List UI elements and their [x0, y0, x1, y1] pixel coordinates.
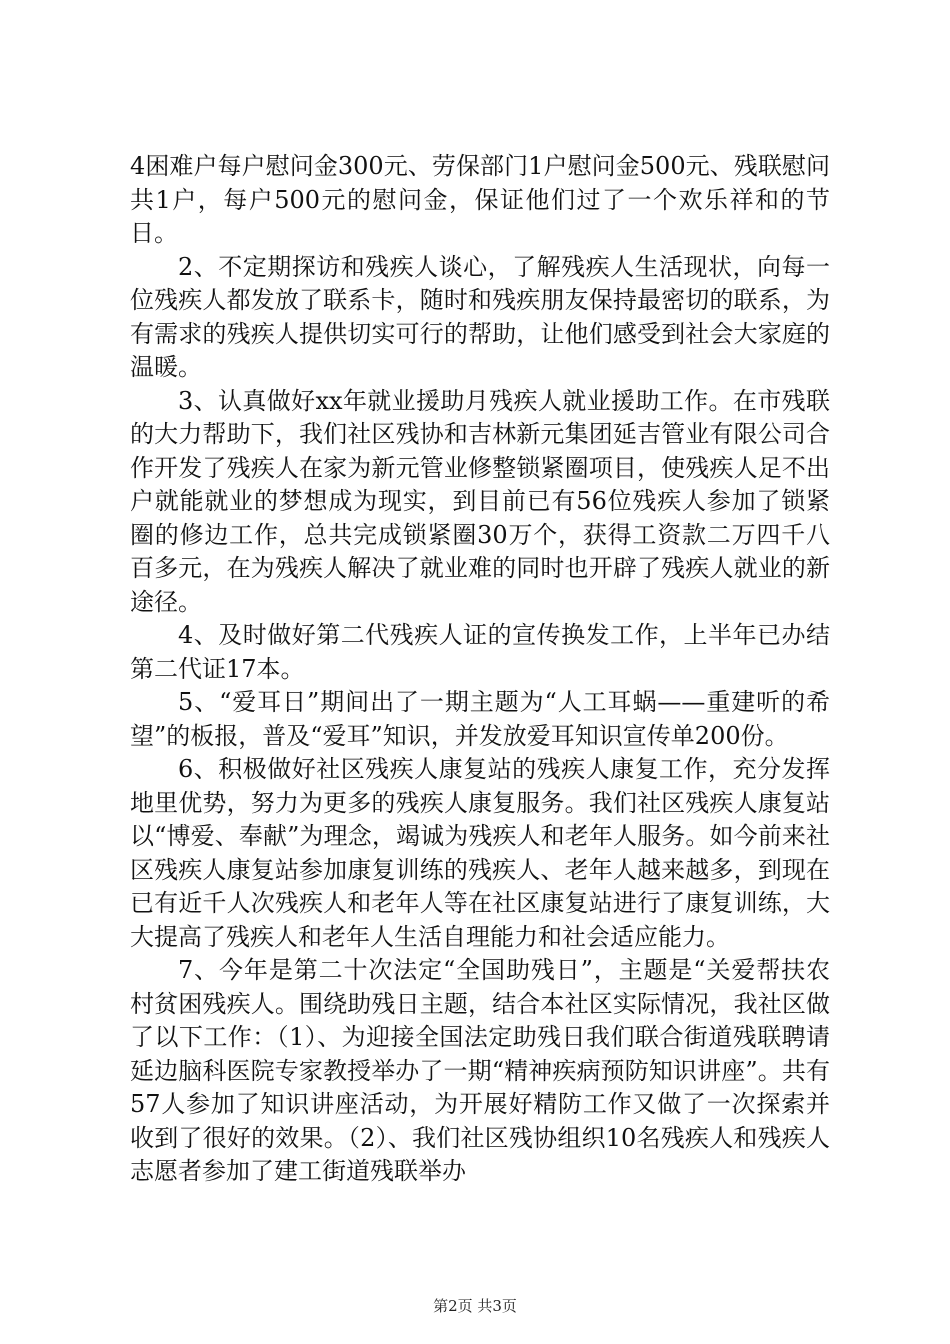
paragraph-6: 6、积极做好社区残疾人康复站的残疾人康复工作，充分发挥地里优势，努力为更多的残疾人康复服务。我们社区残疾人康复站以“博爱、奉献”为理念，竭诚为残疾人和老年人服务。如今前来社区残疾人康复站参加康复训练的残疾人、老年人越来越多，到现在已有近千人次残疾人和老年人等在社区康复站进行了康复训练，大大提高了残疾人和老年人生活自理能力和社会适应能力。	[130, 755, 830, 951]
document-body	[130, 150, 830, 1189]
paragraph-3: 3、认真做好xx年就业援助月残疾人就业援助工作。在市残联的大力帮助下，我们社区残协和吉林新元集团延吉管业有限公司合作开发了残疾人在家为新元管业修整锁紧圈项目，使残疾人足不出户就能就业的梦想成为现实，到目前已有56位残疾人参加了锁紧圈的修边工作，总共完成锁紧圈30万个，获得工资款二万四千八百多元，在为残疾人解决了就业难的同时也开辟了残疾人就业的新途径。	[130, 386, 830, 616]
paragraph-4: 4、及时做好第二代残疾人证的宣传换发工作，上半年已办结第二代证17本。	[130, 621, 830, 683]
paragraph-7: 7、今年是第二十次法定“全国助残日”，主题是“关爱帮扶农村贫困残疾人。围绕助残日主题，结合本社区实际情况，我社区做了以下工作：（1）、为迎接全国法定助残日我们联合街道残联聘请延边脑科医院专家教授举办了一期“精神疾病预防知识讲座”。共有57人参加了知识讲座活动，为开展好精防工作又做了一次探索并收到了很好的效果。（2）、我们社区残协组织10名残疾人和残疾人志愿者参加了建工街道残联举办	[130, 956, 830, 1185]
page-number-label: 第2页 共3页	[433, 1297, 517, 1315]
paragraph-5: 5、“爱耳日”期间出了一期主题为“人工耳蜗——重建听的希望”的板报，普及“爱耳”知识，并发放爱耳知识宣传单200份。	[130, 688, 830, 750]
paragraph-1: 4困难户每户慰问金300元、劳保部门1户慰问金500元、残联慰问共1户，每户500元的慰问金，保证他们过了一个欢乐祥和的节日。	[130, 152, 830, 247]
paragraph-2: 2、不定期探访和残疾人谈心，了解残疾人生活现状，向每一位残疾人都发放了联系卡，随时和残疾朋友保持最密切的联系，为有需求的残疾人提供切实可行的帮助，让他们感受到社会大家庭的温暖。	[130, 252, 830, 381]
page-footer	[0, 1295, 950, 1316]
